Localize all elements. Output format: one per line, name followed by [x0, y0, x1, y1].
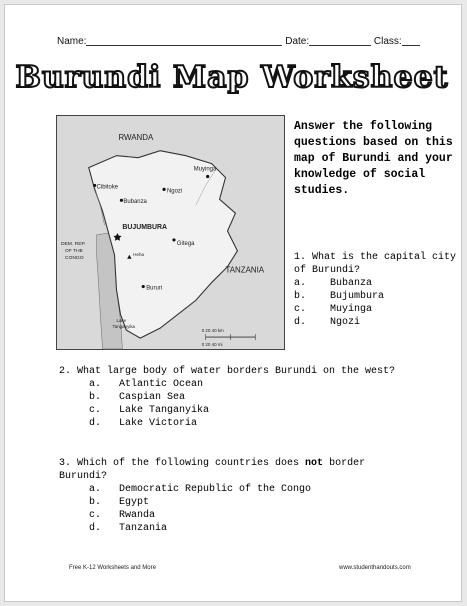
- worksheet-title: [15, 57, 449, 97]
- svg-text:Muyinga: Muyinga: [193, 166, 217, 173]
- question-3-option-b[interactable]: b. Egypt: [89, 497, 150, 508]
- svg-text:TANZANIA: TANZANIA: [225, 265, 265, 275]
- svg-text:OF THE: OF THE: [64, 248, 83, 254]
- svg-text:0 20 40 mi: 0 20 40 mi: [201, 342, 223, 347]
- question-1-text: 1. What is the capital city of Burundi?: [294, 252, 457, 276]
- class-blank[interactable]: [402, 35, 420, 46]
- svg-text:Bubanza: Bubanza: [123, 199, 147, 206]
- question-3-text: 3. Which of the following countries does not border Burundi?: [59, 458, 366, 482]
- svg-text:Tanganyika: Tanganyika: [112, 324, 136, 330]
- footer-website[interactable]: www.studenthandouts.com: [339, 565, 411, 571]
- question-2-option-a[interactable]: a. Atlantic Ocean: [89, 379, 204, 390]
- footer-left-text: Free K-12 Worksheets and More: [69, 565, 156, 571]
- question-1-option-b[interactable]: b. Bujumbura: [294, 291, 385, 302]
- worksheet-page: [4, 4, 462, 602]
- question-2-option-c[interactable]: c. Lake Tanganyika: [89, 405, 210, 416]
- question-1-option-d[interactable]: d. Ngozi: [294, 317, 361, 328]
- question-3-option-a[interactable]: a. Democratic Republic of the Congo: [89, 484, 312, 495]
- question-1-option-c[interactable]: c. Muyinga: [294, 304, 373, 315]
- question-2: [59, 365, 419, 430]
- question-2-option-d[interactable]: d. Lake Victoria: [89, 418, 198, 429]
- question-3: [59, 457, 419, 535]
- svg-text:Lake: Lake: [116, 318, 127, 324]
- question-1: [294, 251, 459, 329]
- name-label: Name:: [57, 36, 87, 47]
- date-label: Date:: [285, 36, 310, 47]
- question-3-option-d[interactable]: d. Tanzania: [89, 523, 168, 534]
- student-info-line: [57, 35, 417, 47]
- svg-text:0 20 40 km: 0 20 40 km: [201, 328, 224, 334]
- svg-text:Gitega: Gitega: [176, 240, 195, 247]
- burundi-map: [56, 115, 285, 350]
- svg-text:RWANDA: RWANDA: [118, 132, 154, 142]
- svg-text:Ngozi: Ngozi: [167, 188, 183, 195]
- title-text: Burundi Map Worksheet: [15, 60, 449, 95]
- question-3-option-c[interactable]: c. Rwanda: [89, 510, 156, 521]
- question-2-text: 2. What large body of water borders Burundi on the west?: [59, 366, 396, 377]
- svg-text:Bururi: Bururi: [146, 285, 163, 292]
- question-2-option-b[interactable]: b. Caspian Sea: [89, 392, 186, 403]
- question-1-option-a[interactable]: a. Bubanza: [294, 278, 373, 289]
- instructions-text: Answer the following questions based on this map of Burundi and your knowledge of social studies.: [294, 120, 453, 197]
- date-blank[interactable]: [309, 35, 371, 46]
- svg-text:DEM. REP.: DEM. REP.: [60, 241, 86, 247]
- svg-text:BUJUMBURA: BUJUMBURA: [122, 224, 168, 232]
- svg-text:Heha: Heha: [133, 251, 144, 257]
- svg-text:Cibitoke: Cibitoke: [96, 184, 119, 191]
- svg-text:CONGO: CONGO: [64, 255, 84, 261]
- name-blank[interactable]: [86, 35, 282, 46]
- class-label: Class:: [373, 36, 402, 47]
